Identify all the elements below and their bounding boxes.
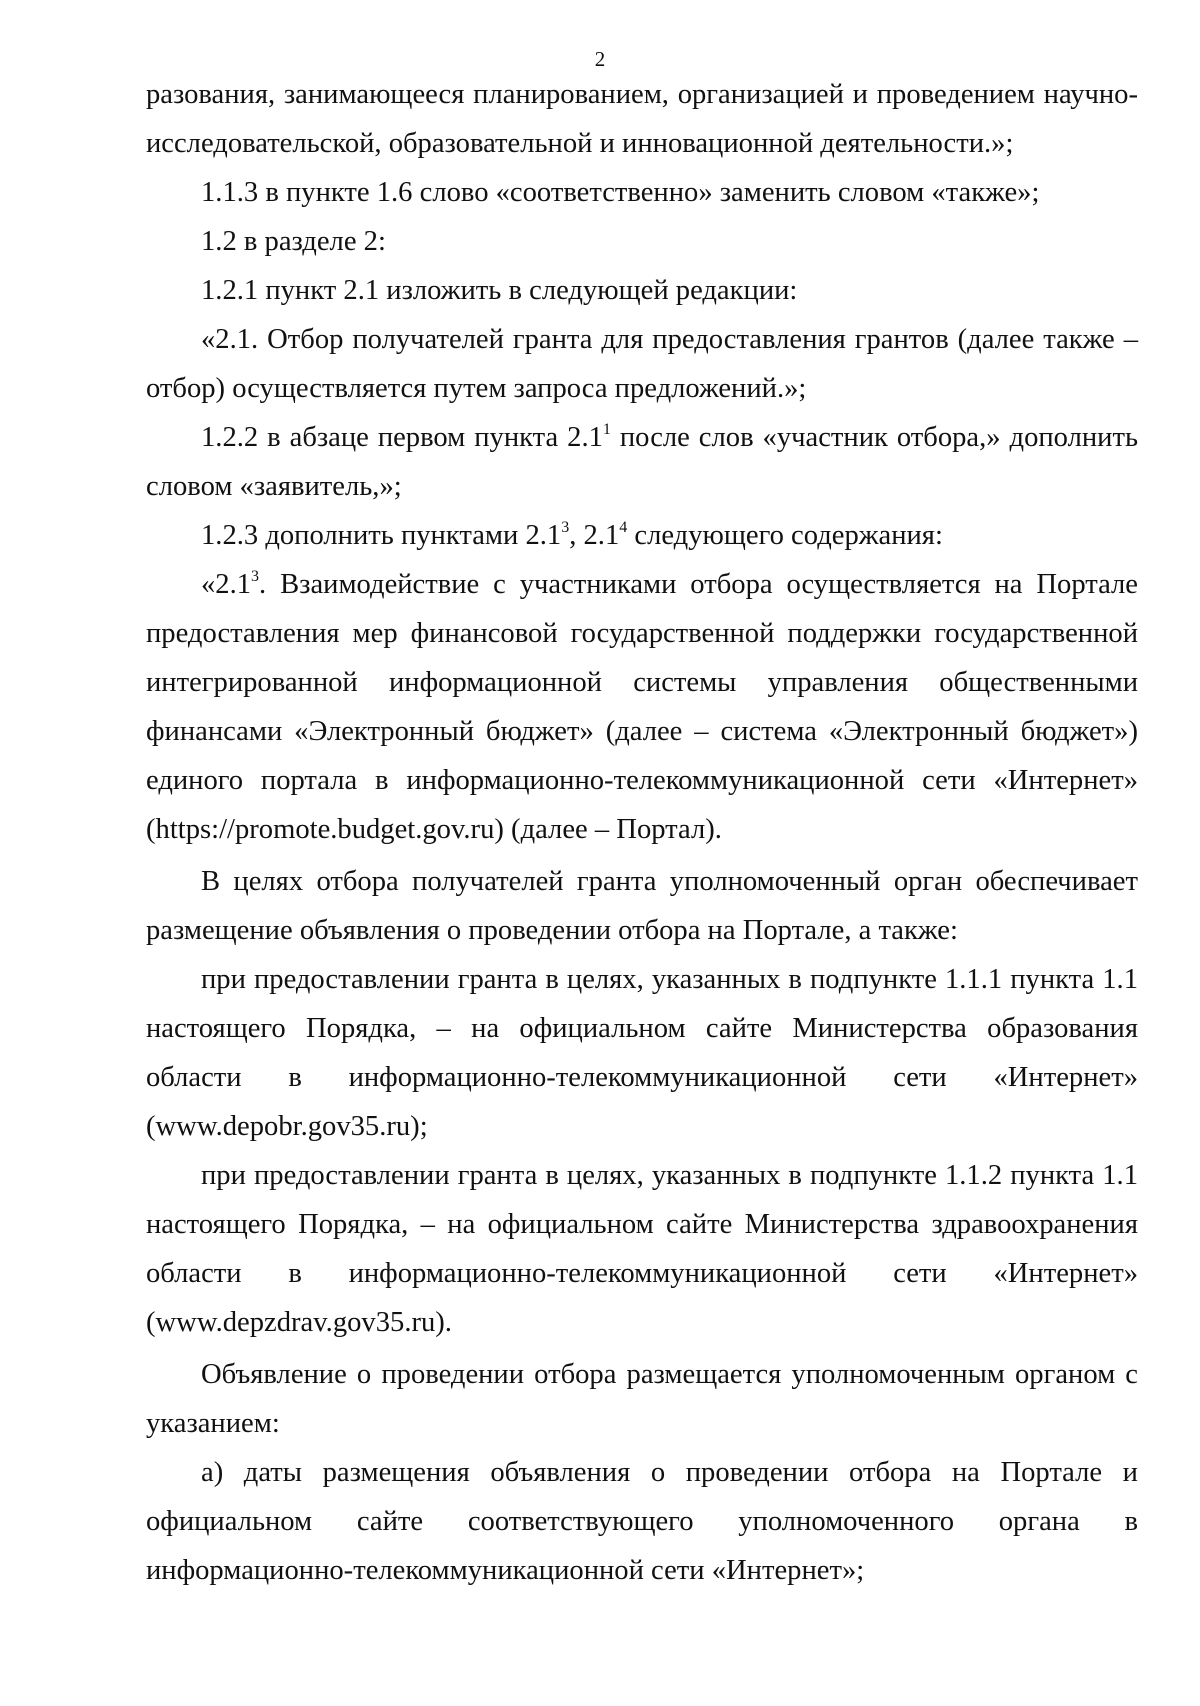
paragraph-1-2-2-text-b: после слов «участник отбора,» дополнить словом «заявитель,»; <box>146 422 1138 502</box>
paragraph-1-2-2-text-a: 1.2.2 в абзаце первом пункта 2.1 <box>201 422 603 453</box>
superscript: 1 <box>602 421 611 438</box>
paragraph-2-1-3-quote <box>146 560 1138 854</box>
paragraph-1-2-3-text-mid: , 2.1 <box>569 520 620 551</box>
paragraph-2-1-3-text-b: . Взаимодействие с участниками отбора осуществляется на Портале предоставления мер финансовой государственной поддержки государственной интегрированной информационной системы управления общественными финансами «Электронный бюджет» (далее – система «Электронный бюджет») единого портала в информационно-телекоммуникационной сети «Интернет» (https://promote.budget.gov.ru) (далее – Портал). <box>146 569 1138 845</box>
paragraph-1-2-3-text-a: 1.2.3 дополнить пунктами 2.1 <box>201 520 562 551</box>
paragraph-education-ministry: при предоставлении гранта в целях, указанных в подпункте 1.1.1 пункта 1.1 настоящего Порядка, – на официальном сайте Министерства образования области в информационно-телекоммуникационной сети «Интернет» (www.depobr.gov35.ru); <box>146 964 1138 1142</box>
paragraph-2-1-3-text-a: «2.1 <box>201 569 252 600</box>
paragraph-1-2-1: 1.2.1 пункт 2.1 изложить в следующей редакции: <box>201 275 798 306</box>
paragraph-item-a: а) даты размещения объявления о проведении отбора на Портале и официальном сайте соответствующего уполномоченного органа в информационно-телекоммуникационной сети «Интернет»; <box>146 1457 1138 1586</box>
superscript: 3 <box>561 519 570 536</box>
paragraph-1-1-3: 1.1.3 в пункте 1.6 слово «соответственно» заменить словом «также»; <box>201 177 1040 208</box>
paragraph-1-2-3-text-b: следующего содержания: <box>627 520 943 551</box>
paragraph-health-ministry: при предоставлении гранта в целях, указанных в подпункте 1.1.2 пункта 1.1 настоящего Порядка, – на официальном сайте Министерства здравоохранения области в информационно-телекоммуникационной сети «Интернет» (www.depzdrav.gov35.ru). <box>146 1160 1138 1338</box>
paragraph-1-2-2 <box>146 413 1138 511</box>
paragraph-2-1-quote: «2.1. Отбор получателей гранта для предоставления грантов (далее также – отбор) осуществляется путем запроса предложений.»; <box>146 324 1138 404</box>
document-body <box>146 70 1138 1595</box>
paragraph-selection-goals: В целях отбора получателей гранта уполномоченный орган обеспечивает размещение объявления о проведении отбора на Портале, а также: <box>146 866 1138 946</box>
page-number: 2 <box>594 47 606 71</box>
paragraph-announcement: Объявление о проведении отбора размещается уполномоченным органом с указанием: <box>146 1359 1138 1439</box>
superscript: 3 <box>251 568 260 585</box>
paragraph-1-2-3 <box>146 511 1138 560</box>
superscript: 4 <box>619 519 628 536</box>
paragraph-1-2: 1.2 в разделе 2: <box>201 226 386 257</box>
paragraph-continuation: разования, занимающееся планированием, организацией и проведением научно-исследовательской, образовательной и инновационной деятельности.»; <box>146 79 1138 159</box>
